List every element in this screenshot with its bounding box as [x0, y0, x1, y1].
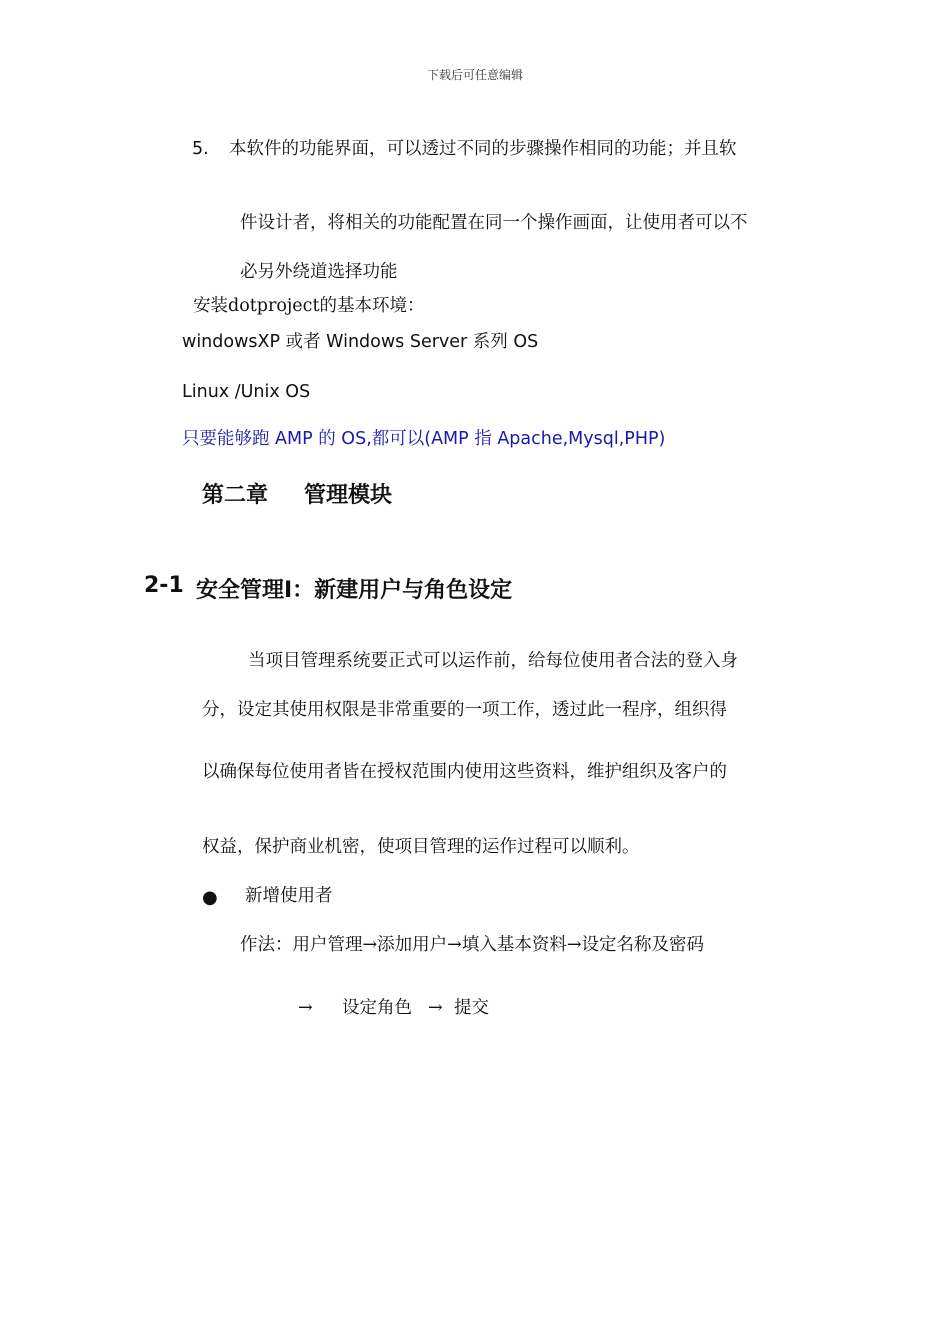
- env-amp-note: 只要能够跑 AMP 的 OS,都可以(AMP 指 Apache,Mysql,PHP): [182, 429, 666, 449]
- intro-line3: 以确保每位使用者皆在授权范围内使用这些资料，维护组织及客户的: [202, 762, 727, 782]
- item-number: 5.: [192, 139, 209, 159]
- intro-line2: 分，设定其使用权限是非常重要的一项工作，透过此一程序，组织得: [202, 700, 727, 720]
- method-arrow-1: →: [298, 998, 313, 1018]
- bullet-dot: ●: [202, 887, 218, 908]
- method-step-submit: 提交: [454, 998, 489, 1018]
- section-title: 安全管理Ⅰ：新建用户与角色设定: [196, 578, 513, 603]
- method-arrow-2: →: [428, 998, 443, 1018]
- env-title: 安装dotproject的基本环境：: [193, 296, 425, 316]
- item5-line3: 必另外绕道选择功能: [240, 262, 398, 282]
- section-number: 2-1: [144, 573, 184, 598]
- chapter-title: 管理模块: [304, 483, 393, 508]
- env-os-linux: Linux /Unix OS: [182, 382, 311, 402]
- method-step-role: 设定角色: [342, 998, 412, 1018]
- item5-line1: 本软件的功能界面，可以透过不同的步骤操作相同的功能；并且软: [229, 139, 737, 159]
- method-line1: 作法：用户管理→添加用户→填入基本资料→设定名称及密码: [240, 935, 704, 955]
- page-header: 下载后可任意编辑: [426, 68, 523, 82]
- env-os-windows: windowsXP 或者 Windows Server 系列 OS: [182, 332, 539, 352]
- intro-line4: 权益，保护商业机密，使项目管理的运作过程可以顺利。: [202, 837, 640, 857]
- bullet-text: 新增使用者: [245, 886, 333, 906]
- intro-line1: 当项目管理系统要正式可以运作前，给每位使用者合法的登入身: [248, 651, 738, 671]
- chapter-number: 第二章: [202, 483, 269, 508]
- item5-line2: 件设计者，将相关的功能配置在同一个操作画面，让使用者可以不: [240, 213, 748, 233]
